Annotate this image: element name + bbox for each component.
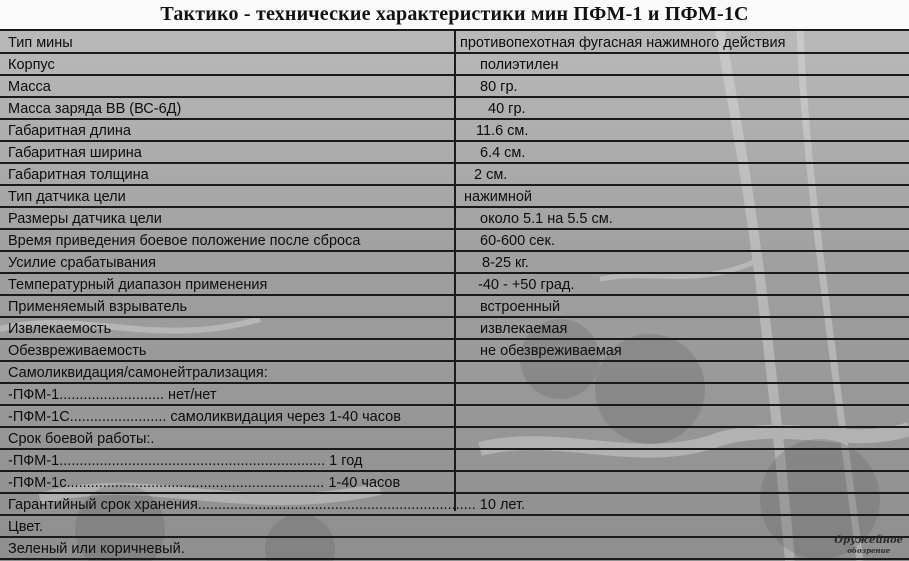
row-label: Масса <box>8 79 51 95</box>
row-value: 80 гр. <box>480 79 518 95</box>
row-value: встроенный <box>480 299 561 315</box>
table-row <box>0 493 909 515</box>
table-row <box>0 251 909 273</box>
table-row <box>0 31 909 53</box>
table-row <box>0 295 909 317</box>
row-value: -40 - +50 град. <box>478 277 575 293</box>
table-row <box>0 163 909 185</box>
table-row <box>0 97 909 119</box>
row-value: 8-25 кг. <box>482 255 529 271</box>
table-row <box>0 383 909 405</box>
table-row <box>0 361 909 383</box>
row-label: Применяемый взрыватель <box>8 299 188 315</box>
table-row <box>0 141 909 163</box>
characteristics-table <box>0 29 909 561</box>
row-value: 60-600 сек. <box>480 233 555 249</box>
row-label: -ПФМ-1с................................................................ 1-40 часов <box>8 475 401 491</box>
table-row <box>0 53 909 75</box>
table-row <box>0 405 909 427</box>
table-row <box>0 427 909 449</box>
row-label: Тип мины <box>8 35 73 51</box>
table-row <box>0 449 909 471</box>
row-value: 6.4 см. <box>480 145 526 161</box>
table-row <box>0 339 909 361</box>
row-label: Самоликвидация/самонейтрализация: <box>8 365 268 381</box>
row-label: Размеры датчика цели <box>8 211 162 227</box>
row-label: Масса заряда ВВ (ВС-6Д) <box>8 101 182 117</box>
row-label: -ПФМ-1.......................... нет/нет <box>8 387 217 403</box>
watermark-line-2: обозрение <box>847 546 891 555</box>
row-label: Обезвреживаемость <box>8 343 147 359</box>
row-label: Габаритная толщина <box>8 167 149 183</box>
row-value: 40 гр. <box>488 101 526 117</box>
row-label: Габаритная ширина <box>8 145 142 161</box>
table-row <box>0 229 909 251</box>
table-row <box>0 273 909 295</box>
row-label: Извлекаемость <box>8 321 112 337</box>
watermark-logo <box>834 535 903 555</box>
table-row <box>0 317 909 339</box>
row-label: Корпус <box>8 57 55 73</box>
row-value: нажимной <box>464 189 533 205</box>
row-label: Тип датчика цели <box>8 189 126 205</box>
row-label: Срок боевой работы:. <box>8 431 155 447</box>
table-row <box>0 75 909 97</box>
row-value: полиэтилен <box>480 57 559 73</box>
row-label: Гарантийный срок хранения..................................................................... 10 лет. <box>8 497 526 513</box>
row-label: -ПФМ-1С........................ самоликвидация через 1-40 часов <box>8 409 401 425</box>
row-label: Габаритная длина <box>8 123 131 139</box>
table-row <box>0 185 909 207</box>
row-label: -ПФМ-1.................................................................. 1 год <box>8 453 363 469</box>
row-label: Усилие срабатывания <box>8 255 156 271</box>
watermark-line-1: Оружейное <box>834 535 903 546</box>
row-label: Время приведения боевое положение после сброса <box>8 233 361 249</box>
row-label: Зеленый или коричневый. <box>8 541 185 557</box>
row-label: Цвет. <box>8 519 43 535</box>
table-row <box>0 537 909 559</box>
row-value: 11.6 см. <box>476 123 529 139</box>
row-value: извлекаемая <box>480 321 568 337</box>
row-value: не обезвреживаемая <box>480 343 622 359</box>
row-value: противопехотная фугасная нажимного действия <box>460 35 786 51</box>
table-row <box>0 471 909 493</box>
table-row <box>0 515 909 537</box>
table-row <box>0 207 909 229</box>
table-row <box>0 119 909 141</box>
row-label: Температурный диапазон применения <box>8 277 268 293</box>
page-title: Тактико - технические характеристики мин ПФМ-1 и ПФМ-1С <box>160 3 749 25</box>
row-value: около 5.1 на 5.5 см. <box>480 211 613 227</box>
row-value: 2 см. <box>474 167 508 183</box>
